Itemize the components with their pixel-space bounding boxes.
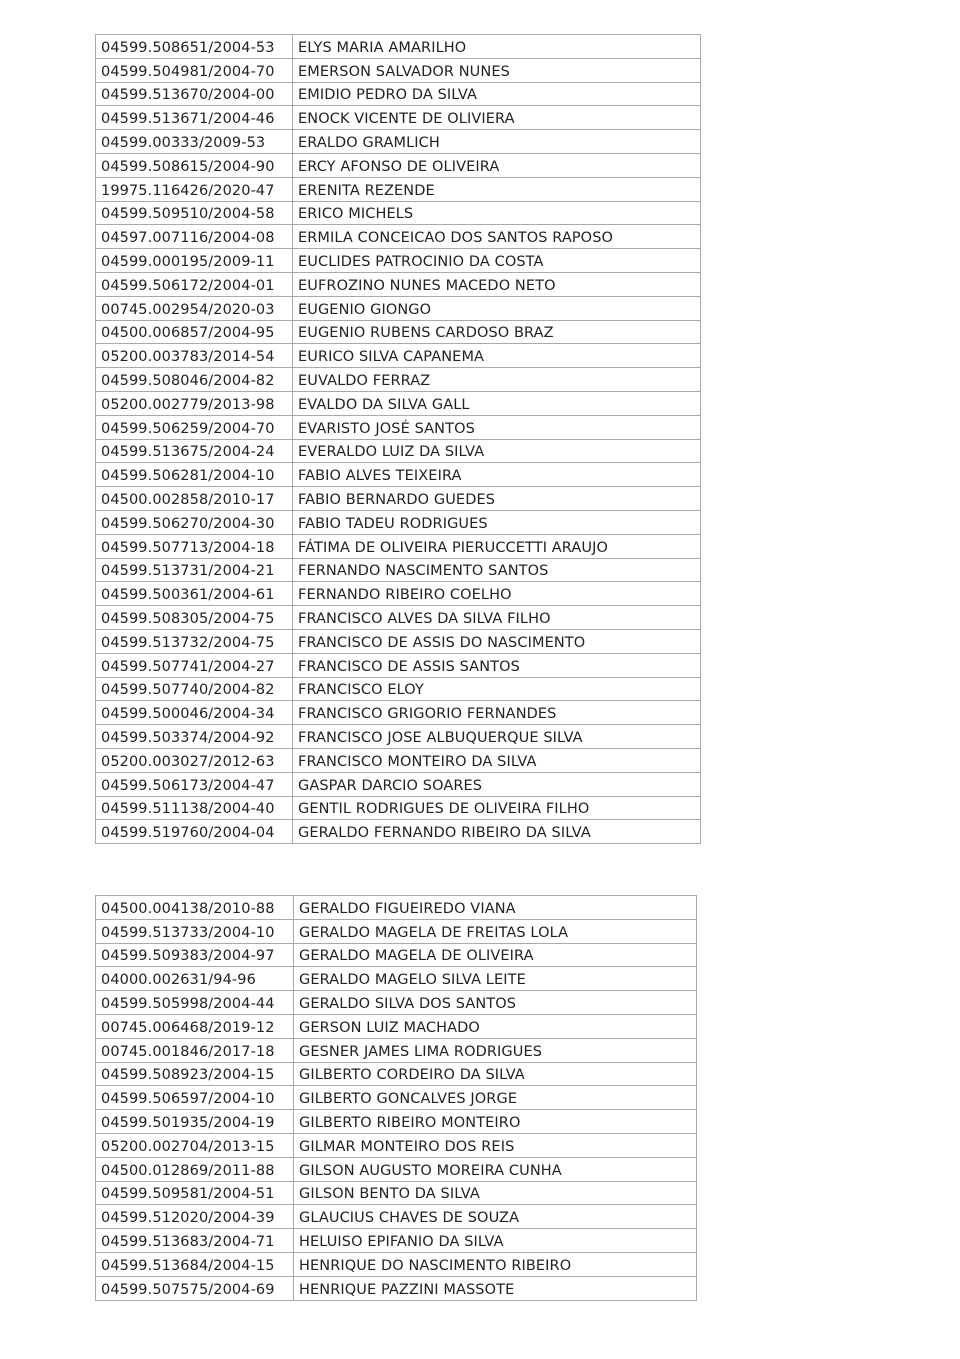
process-number-cell: 04599.508923/2004-15 [96,1062,294,1086]
process-number-cell: 04500.012869/2011-88 [96,1157,294,1181]
table-row [96,1276,697,1300]
table-row [96,344,701,368]
process-number-cell: 04599.508305/2004-75 [96,606,293,630]
person-name-cell: EURICO SILVA CAPANEMA [293,344,701,368]
table-row [96,249,701,273]
person-name-cell: EUGENIO RUBENS CARDOSO BRAZ [293,320,701,344]
person-name-cell: GASPAR DARCIO SOARES [293,772,701,796]
person-name-cell: GERALDO FERNANDO RIBEIRO DA SILVA [293,820,701,844]
person-name-cell: FÁTIMA DE OLIVEIRA PIERUCCETTI ARAUJO [293,534,701,558]
process-number-cell: 04599.513683/2004-71 [96,1229,294,1253]
process-number-cell: 04599.508615/2004-90 [96,153,293,177]
person-name-cell: EUVALDO FERRAZ [293,368,701,392]
process-number-cell: 04599.509510/2004-58 [96,201,293,225]
person-name-cell: FRANCISCO ELOY [293,677,701,701]
records-table-1-body [96,35,701,844]
person-name-cell: GESNER JAMES LIMA RODRIGUES [294,1038,697,1062]
person-name-cell: EUGENIO GIONGO [293,296,701,320]
table-row [96,653,701,677]
table-row [96,1038,697,1062]
process-number-cell: 04500.002858/2010-17 [96,487,293,511]
table-row [96,1229,697,1253]
process-number-cell: 05200.002779/2013-98 [96,391,293,415]
table-row [96,896,697,920]
records-table-1 [95,34,701,844]
process-number-cell: 04599.507713/2004-18 [96,534,293,558]
person-name-cell: FERNANDO RIBEIRO COELHO [293,582,701,606]
table-row [96,677,701,701]
person-name-cell: FABIO ALVES TEIXEIRA [293,463,701,487]
process-number-cell: 04599.500361/2004-61 [96,582,293,606]
process-number-cell: 04599.513731/2004-21 [96,558,293,582]
person-name-cell: EMIDIO PEDRO DA SILVA [293,82,701,106]
person-name-cell: GILBERTO RIBEIRO MONTEIRO [294,1110,697,1134]
person-name-cell: GERALDO MAGELO SILVA LEITE [294,967,697,991]
process-number-cell: 04599.513675/2004-24 [96,439,293,463]
table-row [96,701,701,725]
records-table-2 [95,895,697,1301]
process-number-cell: 04599.506172/2004-01 [96,272,293,296]
table-row [96,272,701,296]
process-number-cell: 04599.513684/2004-15 [96,1252,294,1276]
person-name-cell: GILMAR MONTEIRO DOS REIS [294,1133,697,1157]
table-row [96,201,701,225]
person-name-cell: GILBERTO GONCALVES JORGE [294,1086,697,1110]
process-number-cell: 04599.00333/2009-53 [96,130,293,154]
process-number-cell: 04599.506597/2004-10 [96,1086,294,1110]
process-number-cell: 04599.507575/2004-69 [96,1276,294,1300]
process-number-cell: 00745.001846/2017-18 [96,1038,294,1062]
person-name-cell: ENOCK VICENTE DE OLIVIERA [293,106,701,130]
table-row [96,1133,697,1157]
records-table-2-body [96,896,697,1301]
process-number-cell: 04599.000195/2009-11 [96,249,293,273]
person-name-cell: FRANCISCO ALVES DA SILVA FILHO [293,606,701,630]
process-number-cell: 00745.002954/2020-03 [96,296,293,320]
table-row [96,1252,697,1276]
process-number-cell: 04599.511138/2004-40 [96,796,293,820]
table-row [96,582,701,606]
process-number-cell: 04599.519760/2004-04 [96,820,293,844]
person-name-cell: EUCLIDES PATROCINIO DA COSTA [293,249,701,273]
person-name-cell: HELUISO EPIFANIO DA SILVA [294,1229,697,1253]
process-number-cell: 04599.508046/2004-82 [96,368,293,392]
process-number-cell: 04599.506270/2004-30 [96,510,293,534]
table-row [96,487,701,511]
table-row [96,439,701,463]
process-number-cell: 04599.513671/2004-46 [96,106,293,130]
table-row [96,1157,697,1181]
person-name-cell: ELYS MARIA AMARILHO [293,35,701,59]
person-name-cell: ERMILA CONCEICAO DOS SANTOS RAPOSO [293,225,701,249]
table-row [96,772,701,796]
person-name-cell: EVERALDO LUIZ DA SILVA [293,439,701,463]
process-number-cell: 04000.002631/94-96 [96,967,294,991]
process-number-cell: 04599.513670/2004-00 [96,82,293,106]
person-name-cell: FRANCISCO MONTEIRO DA SILVA [293,748,701,772]
table-row [96,415,701,439]
person-name-cell: EVARISTO JOSÉ SANTOS [293,415,701,439]
process-number-cell: 04599.506281/2004-10 [96,463,293,487]
person-name-cell: FABIO TADEU RODRIGUES [293,510,701,534]
process-number-cell: 19975.116426/2020-47 [96,177,293,201]
table-row [96,943,697,967]
person-name-cell: FABIO BERNARDO GUEDES [293,487,701,511]
table-row [96,106,701,130]
person-name-cell: ERENITA REZENDE [293,177,701,201]
process-number-cell: 04599.506259/2004-70 [96,415,293,439]
table-row [96,1062,697,1086]
person-name-cell: ERICO MICHELS [293,201,701,225]
process-number-cell: 04597.007116/2004-08 [96,225,293,249]
table-row [96,463,701,487]
table-row [96,368,701,392]
person-name-cell: HENRIQUE PAZZINI MASSOTE [294,1276,697,1300]
person-name-cell: FRANCISCO DE ASSIS DO NASCIMENTO [293,629,701,653]
person-name-cell: GERALDO FIGUEIREDO VIANA [294,896,697,920]
table-row [96,558,701,582]
process-number-cell: 04599.500046/2004-34 [96,701,293,725]
table-row [96,967,697,991]
person-name-cell: EVALDO DA SILVA GALL [293,391,701,415]
person-name-cell: FERNANDO NASCIMENTO SANTOS [293,558,701,582]
table-row [96,58,701,82]
person-name-cell: GENTIL RODRIGUES DE OLIVEIRA FILHO [293,796,701,820]
person-name-cell: GERSON LUIZ MACHADO [294,1014,697,1038]
process-number-cell: 04599.503374/2004-92 [96,725,293,749]
table-row [96,153,701,177]
person-name-cell: FRANCISCO JOSE ALBUQUERQUE SILVA [293,725,701,749]
person-name-cell: HENRIQUE DO NASCIMENTO RIBEIRO [294,1252,697,1276]
process-number-cell: 04599.509383/2004-97 [96,943,294,967]
table-row [96,1205,697,1229]
table-row [96,534,701,558]
table-row [96,1086,697,1110]
table-row [96,1181,697,1205]
person-name-cell: GILBERTO CORDEIRO DA SILVA [294,1062,697,1086]
table-row [96,391,701,415]
process-number-cell: 00745.006468/2019-12 [96,1014,294,1038]
table-row [96,629,701,653]
process-number-cell: 04599.507741/2004-27 [96,653,293,677]
person-name-cell: GILSON BENTO DA SILVA [294,1181,697,1205]
table-row [96,1110,697,1134]
table-row [96,510,701,534]
person-name-cell: GERALDO MAGELA DE FREITAS LOLA [294,919,697,943]
table-row [96,296,701,320]
process-number-cell: 04599.513732/2004-75 [96,629,293,653]
person-name-cell: ERALDO GRAMLICH [293,130,701,154]
process-number-cell: 05200.003027/2012-63 [96,748,293,772]
process-number-cell: 04599.509581/2004-51 [96,1181,294,1205]
table-row [96,130,701,154]
process-number-cell: 04599.506173/2004-47 [96,772,293,796]
process-number-cell: 04599.501935/2004-19 [96,1110,294,1134]
process-number-cell: 04599.505998/2004-44 [96,991,294,1015]
process-number-cell: 04599.513733/2004-10 [96,919,294,943]
process-number-cell: 04599.512020/2004-39 [96,1205,294,1229]
person-name-cell: ERCY AFONSO DE OLIVEIRA [293,153,701,177]
process-number-cell: 05200.003783/2014-54 [96,344,293,368]
table-row [96,1014,697,1038]
table-row [96,82,701,106]
person-name-cell: GERALDO MAGELA DE OLIVEIRA [294,943,697,967]
process-number-cell: 04599.507740/2004-82 [96,677,293,701]
person-name-cell: FRANCISCO DE ASSIS SANTOS [293,653,701,677]
table-row [96,919,697,943]
table-row [96,796,701,820]
person-name-cell: GLAUCIUS CHAVES DE SOUZA [294,1205,697,1229]
table-row [96,177,701,201]
person-name-cell: EMERSON SALVADOR NUNES [293,58,701,82]
process-number-cell: 04599.504981/2004-70 [96,58,293,82]
table-row [96,748,701,772]
person-name-cell: FRANCISCO GRIGORIO FERNANDES [293,701,701,725]
table-row [96,320,701,344]
person-name-cell: GERALDO SILVA DOS SANTOS [294,991,697,1015]
person-name-cell: GILSON AUGUSTO MOREIRA CUNHA [294,1157,697,1181]
table-row [96,725,701,749]
table-row [96,991,697,1015]
process-number-cell: 04500.004138/2010-88 [96,896,294,920]
process-number-cell: 04599.508651/2004-53 [96,35,293,59]
person-name-cell: EUFROZINO NUNES MACEDO NETO [293,272,701,296]
process-number-cell: 05200.002704/2013-15 [96,1133,294,1157]
process-number-cell: 04500.006857/2004-95 [96,320,293,344]
table-row [96,225,701,249]
table-row [96,606,701,630]
table-row [96,35,701,59]
table-row [96,820,701,844]
